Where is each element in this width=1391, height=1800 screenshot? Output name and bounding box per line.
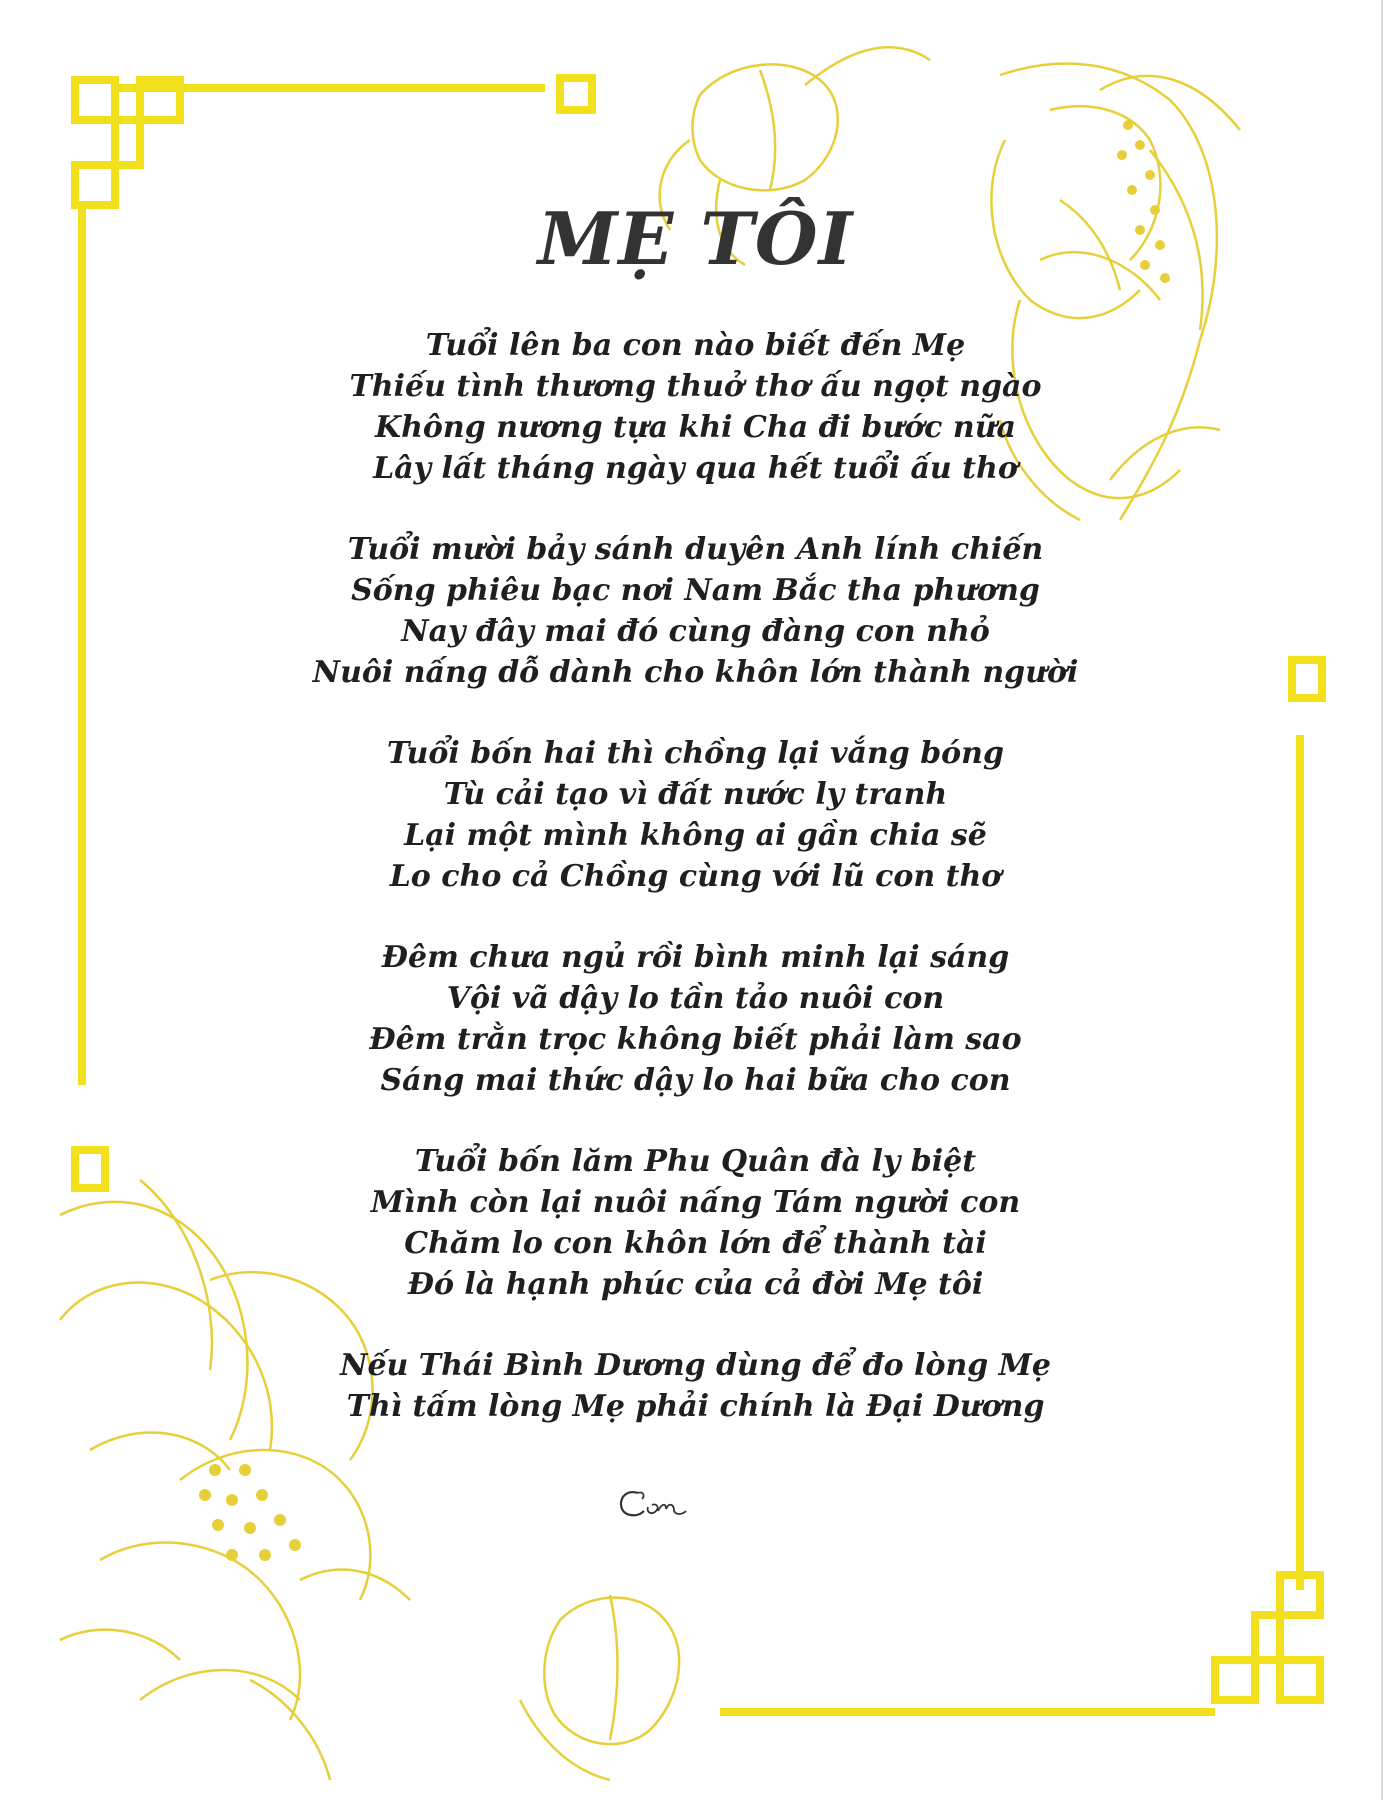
stanza-3 (0, 733, 1391, 897)
signature (616, 1485, 696, 1525)
signature-script (616, 1485, 696, 1525)
poem-line: Tù cải tạo vì đất nước ly tranh (443, 777, 948, 812)
poem-line: Không nương tựa khi Cha đi bước nữa (375, 410, 1016, 445)
lotus-bud-bottom (520, 1595, 679, 1780)
stanza-1 (0, 325, 1391, 489)
poem-line: Thì tấm lòng Mẹ phải chính là Đại Dương (346, 1389, 1045, 1424)
poem-line: Sống phiêu bạc nơi Nam Bắc tha phương (351, 573, 1040, 608)
poem-line: Lo cho cả Chồng cùng với lũ con thơ (389, 859, 1002, 894)
poem-line: Thiếu tình thương thuở thơ ấu ngọt ngào (349, 369, 1042, 404)
poem-line: Đêm trằn trọc không biết phải làm sao (369, 1022, 1022, 1057)
stanza-4 (0, 937, 1391, 1101)
poem-line: Vội vã dậy lo tần tảo nuôi con (446, 981, 945, 1016)
stanza-5 (0, 1141, 1391, 1305)
poem-line: Sáng mai thức dậy lo hai bữa cho con (380, 1063, 1011, 1098)
poem-line: Đó là hạnh phúc của cả đời Mẹ tôi (407, 1267, 984, 1302)
poem-line: Nuôi nấng dỗ dành cho khôn lớn thành người (312, 655, 1079, 690)
stanza-6 (0, 1345, 1391, 1427)
poem-line: Nếu Thái Bình Dương dùng để đo lòng Mẹ (340, 1348, 1051, 1383)
poem-line: Chăm lo con khôn lớn để thành tài (404, 1226, 987, 1261)
poem-line: Đêm chưa ngủ rồi bình minh lại sáng (381, 940, 1010, 975)
poem-line: Lại một mình không ai gần chia sẽ (404, 818, 987, 853)
poem-line: Mình còn lại nuôi nấng Tám người con (370, 1185, 1021, 1220)
poem-line: Tuổi lên ba con nào biết đến Mẹ (425, 328, 966, 363)
poem-line: Tuổi bốn hai thì chồng lại vắng bóng (387, 736, 1004, 771)
poem-line: Tuổi bốn lăm Phu Quân đà ly biệt (414, 1144, 977, 1179)
poem-line: Lây lất tháng ngày qua hết tuổi ấu thơ (373, 451, 1018, 486)
poem-line: Nay đây mai đó cùng đàng con nhỏ (401, 614, 990, 649)
poem-line: Tuổi mười bảy sánh duyên Anh lính chiến (347, 532, 1044, 567)
poem-title: MẸ TÔI (537, 196, 854, 281)
poem-body (0, 325, 1391, 1467)
stanza-2 (0, 529, 1391, 693)
